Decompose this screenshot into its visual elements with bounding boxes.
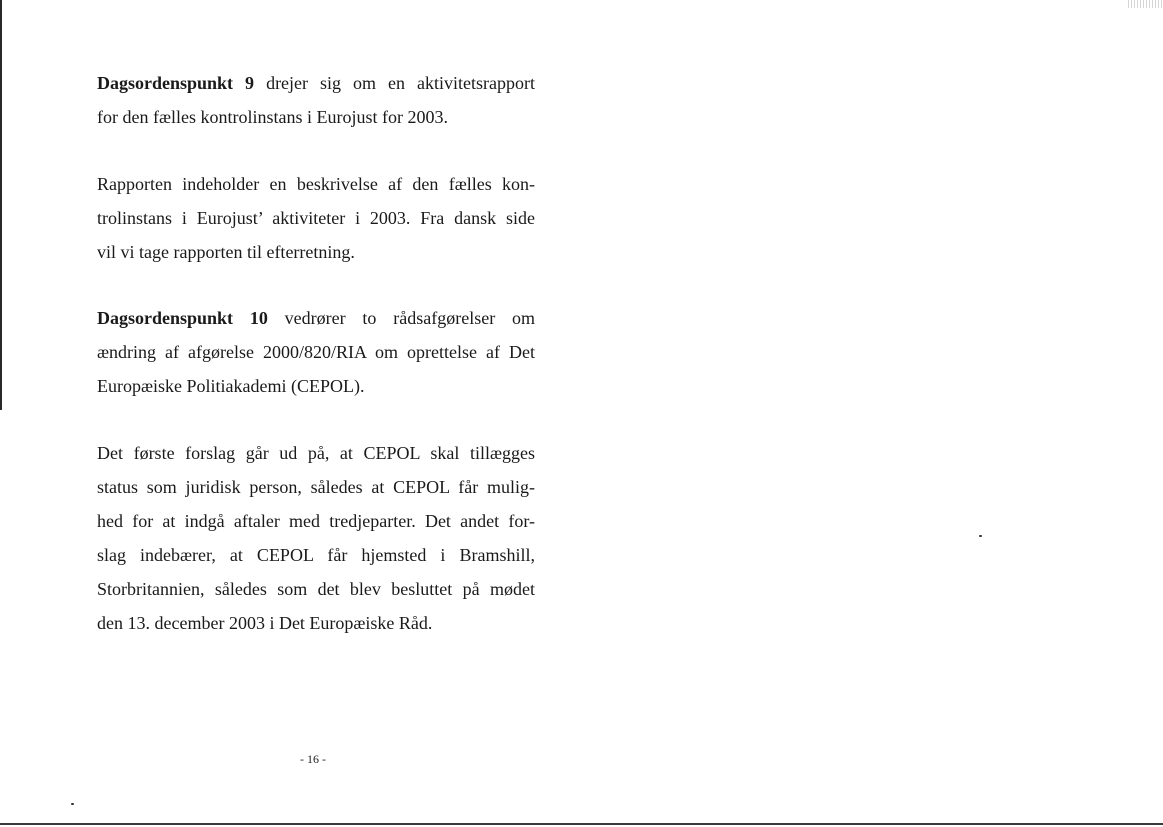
- scan-artifact: [1128, 0, 1163, 8]
- text-column: [97, 66, 535, 672]
- text-line: hed for at indgå aftaler med tredjeparter. Det andet for-: [97, 510, 535, 531]
- scan-bottom-edge: [0, 823, 1163, 825]
- text-line: status som juridisk person, således at CEPOL får mulig-: [97, 476, 535, 497]
- paragraph-agenda-item-10: [97, 301, 535, 403]
- scan-speck: [979, 535, 982, 537]
- text-line: Storbritannien, således som det blev besluttet på mødet: [97, 578, 535, 599]
- page-number: - 16 -: [300, 752, 326, 766]
- paragraph-cepol-proposals: [97, 436, 535, 640]
- paragraph-agenda-item-9: [97, 66, 535, 134]
- scan-left-edge: [0, 0, 2, 410]
- scan-speck: [71, 803, 74, 805]
- text-line: Dagsordenspunkt 10 vedrører to rådsafgørelser om: [97, 308, 535, 328]
- text-line: Dagsordenspunkt 9 drejer sig om en aktivitetsrapport: [97, 73, 536, 93]
- text-line: Det første forslag går ud på, at CEPOL skal tillægges: [97, 442, 535, 463]
- text-line: ændring af afgørelse 2000/820/RIA om oprettelse af Det: [97, 342, 535, 362]
- text-line: Europæiske Politiakademi (CEPOL).: [97, 376, 365, 396]
- text-line: trolinstans i Eurojust’ aktiviteter i 2003. Fra dansk side: [97, 207, 535, 228]
- text-line: slag indebærer, at CEPOL får hjemsted i Bramshill,: [97, 544, 535, 565]
- agenda-item-heading: Dagsordenspunkt 9: [97, 73, 255, 93]
- text-line: for den fælles kontrolinstans i Eurojust for 2003.: [97, 107, 448, 127]
- text-line: vil vi tage rapporten til efterretning.: [97, 241, 355, 262]
- paragraph-report: [97, 167, 535, 269]
- text-line: den 13. december 2003 i Det Europæiske Råd.: [97, 612, 433, 633]
- agenda-item-heading: Dagsordenspunkt 10: [97, 308, 268, 328]
- text-line: Rapporten indeholder en beskrivelse af den fælles kon-: [97, 173, 535, 194]
